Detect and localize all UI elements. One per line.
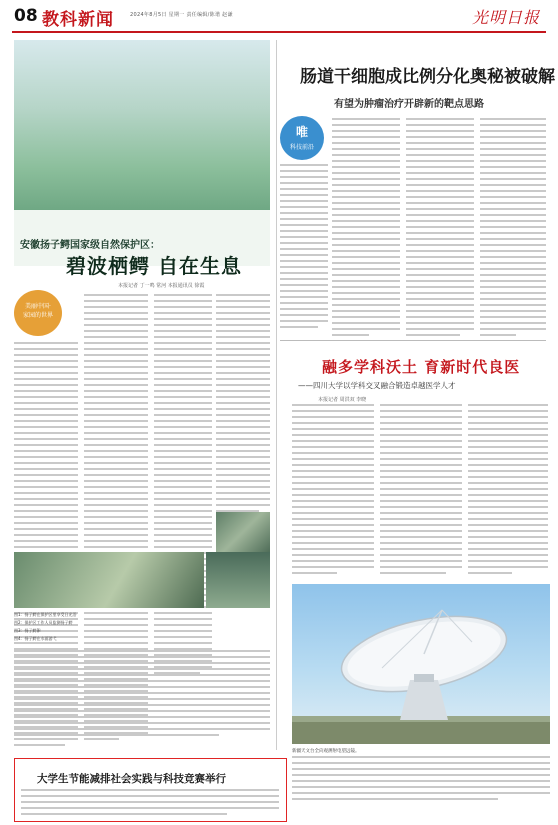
right-article-col3 <box>468 404 548 578</box>
bottom-article-text <box>21 789 279 819</box>
page-number: 08 <box>14 6 38 26</box>
feature-text-bottom <box>14 650 270 740</box>
radio-telescope-illustration <box>292 584 550 744</box>
badge-title: 唯 <box>295 125 308 139</box>
column-badge <box>280 116 324 160</box>
feature-photo-2 <box>14 552 204 608</box>
top-article-subheadline: 有望为肿瘤治疗开辟新的靶点思路 <box>334 99 484 110</box>
page-header <box>0 0 558 34</box>
feature-caption-4: 图4：扬子鳄在水面游弋 <box>14 636 57 641</box>
right-article-subheadline: ——四川大学以学科交叉融合锻造卓越医学人才 <box>298 381 456 390</box>
feature-side-badge: 美丽中国· 家园的世界 <box>14 290 62 336</box>
feature-caption-1: 图1：扬子鳄在保护区里享受日光浴 <box>14 612 77 617</box>
divider <box>280 340 546 341</box>
feature-hero-image <box>14 40 270 210</box>
feature-byline: 本报记者 丁一鸣 常河 本报通讯员 徐霞 <box>118 283 205 289</box>
top-article-headline[interactable]: 肠道干细胞成比例分化奥秘被破解 <box>300 67 555 87</box>
feature-photo-1 <box>216 512 270 552</box>
issue-meta: 2024年8月5日 星期一 责任编辑/陈谐 赵谦 <box>130 12 233 18</box>
feature-caption-3: 图3：扬子鳄卵 <box>14 628 41 633</box>
header-rule <box>12 31 546 33</box>
right-article-col1 <box>292 404 374 578</box>
feature-photo-3 <box>206 552 270 608</box>
badge-subtitle: 科技前沿 <box>289 144 314 151</box>
bottom-boxed-article <box>14 758 287 822</box>
top-article-text-col3 <box>480 118 546 340</box>
top-article-text-col2 <box>406 118 474 340</box>
telescope-photo <box>292 584 550 744</box>
bottom-article-headline[interactable]: 大学生节能减排社会实践与科技竞赛举行 <box>37 773 226 785</box>
feature-text-col4 <box>216 294 270 516</box>
feature-kicker: 安徽扬子鳄国家级自然保护区： <box>20 240 160 251</box>
photo-caption: 新疆天文台全向观测射电望远镜。 <box>292 749 360 754</box>
right-article-headline[interactable]: 融多学科沃土 育新时代良医 <box>322 358 521 376</box>
photo-caption-text <box>292 756 550 804</box>
right-article-col2 <box>380 404 462 578</box>
feature-caption-2: 图2：保护区工作人员监测扬子鳄 <box>14 620 73 625</box>
right-article-byline: 本报记者 周洪双 李晓 <box>318 397 367 403</box>
feature-text-col3 <box>154 294 212 678</box>
masthead-logo: 光明日报 <box>472 8 541 27</box>
column-divider <box>276 40 277 750</box>
top-article-text-col0 <box>280 164 328 332</box>
feature-headline[interactable]: 碧波栖鳄 自在生息 <box>66 254 242 278</box>
section-title: 教科新闻 <box>42 10 114 30</box>
top-article-text-col1 <box>332 118 400 340</box>
